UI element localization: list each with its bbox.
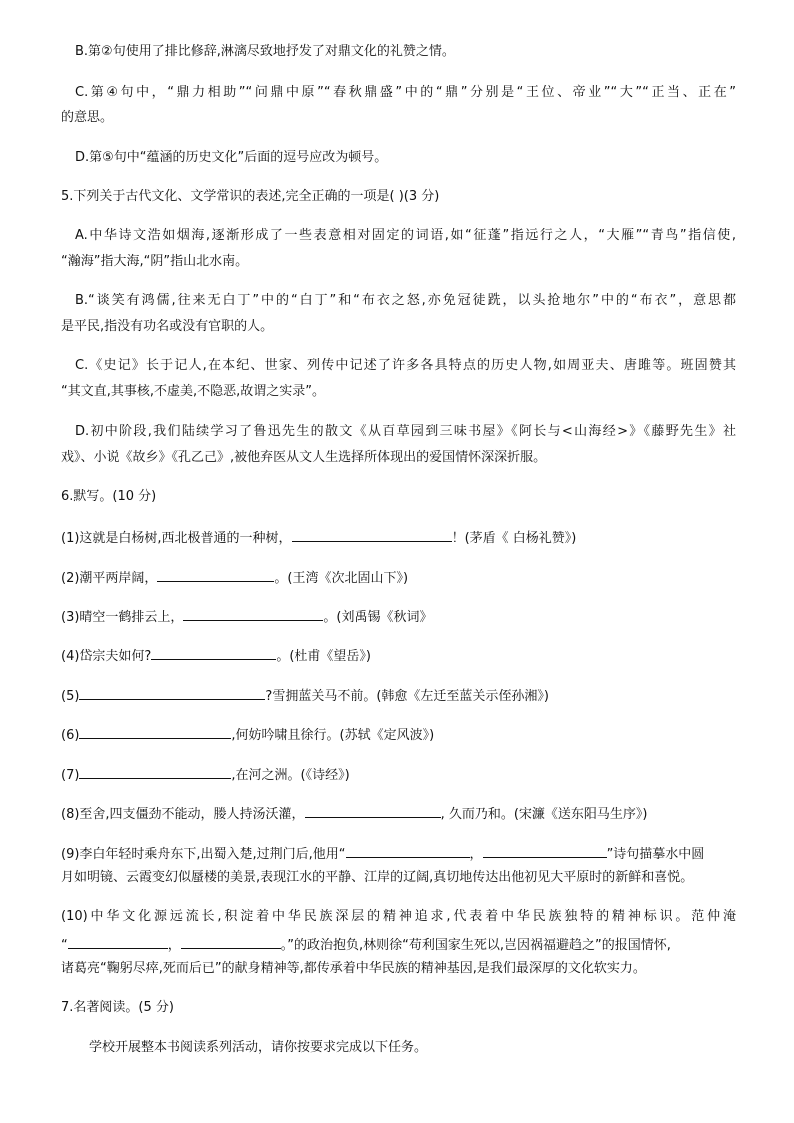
dictation-9-blank-2[interactable] (483, 843, 607, 858)
question-7-stem: 7.名著阅读。(5 分) (61, 1000, 174, 1015)
q5-option-c-line1: C.《史记》长于记人,在本纪、世家、列传中记述了许多各具特点的历史人物,如周亚夫、唐雎等。班固赞其 (75, 358, 736, 373)
dictation-7-source: ,在河之洲。(《诗经》) (231, 768, 350, 783)
dictation-6 (61, 724, 434, 745)
question-5-stem: 5.下列关于古代文化、文学常识的表述,完全正确的一项是( )(3 分) (61, 189, 440, 204)
q5-option-a-line1: A.中华诗文浩如烟海,逐渐形成了一些表意相对固定的词语,如“征蓬”指远行之人，“大雁”“青鸟”指信使, (75, 228, 736, 243)
option-d: D.第⑤句中“蕴涵的历史文化”后面的逗号应改为顿号。 (75, 150, 388, 165)
dictation-10-line3: 诸葛亮“鞠躬尽瘁,死而后已”的献身精神等,都传承着中华民族的精神基因,是我们最深厚的文化软实力。 (61, 961, 646, 976)
dictation-9-cont: ”诗句描摹水中圆 (606, 847, 705, 862)
dictation-10-open-quote: “ (61, 938, 68, 953)
dictation-10-blank-1[interactable] (68, 934, 168, 949)
dictation-4-blank[interactable] (151, 645, 276, 660)
dictation-10-line2 (61, 934, 671, 955)
option-c-line1: C.第④句中，“鼎力相助”“问鼎中原”“春秋鼎盛”中的“鼎”分别是“王位、帝业”“大”“正当、正在” (75, 85, 736, 100)
dictation-5-number: (5) (61, 689, 80, 704)
dictation-8-blank[interactable] (305, 803, 441, 818)
dictation-4-source: 。(杜甫《望岳》) (276, 649, 371, 664)
dictation-1-source: ！(茅盾《 白杨礼赞》) (451, 531, 577, 546)
dictation-2 (61, 567, 408, 588)
dictation-5-source: ?雪拥蓝关马不前。(韩愈《左迁至蓝关示侄孙湘》) (265, 689, 549, 704)
dictation-3-prompt: (3)晴空一鹤排云上， (61, 610, 184, 625)
dictation-7 (61, 764, 350, 785)
dictation-2-blank[interactable] (157, 567, 274, 582)
dictation-9-line2: 月如明镜、云霞变幻似蜃楼的美景,表现江水的平静、江岸的辽阔,真切地传达出他初见大平原时的新鲜和喜悦。 (61, 870, 694, 885)
dictation-7-blank[interactable] (79, 764, 231, 779)
dictation-2-source: 。(王湾《次北固山下》) (274, 571, 409, 586)
q5-option-a-line2: “瀚海”指大海,“阴”指山北水南。 (61, 254, 249, 269)
dictation-9-blank-1[interactable] (346, 843, 470, 858)
dictation-1-prompt: (1)这就是白杨树,西北极普通的一种树， (61, 531, 292, 546)
dictation-8-prompt: (8)至舍,四支僵劲不能动，媵人持汤沃灌， (61, 807, 305, 822)
dictation-1 (61, 527, 576, 548)
dictation-6-source: ,何妨吟啸且徐行。(苏轼《定风波》) (231, 728, 435, 743)
dictation-3-source: 。(刘禹锡《秋词》 (323, 610, 433, 625)
dictation-3-blank[interactable] (183, 606, 323, 621)
dictation-9-prompt: (9)李白年轻时乘舟东下,出蜀入楚,过荆门后,他用“ (61, 847, 346, 862)
q5-option-d-line2: 戏》、小说《故乡》《孔乙己》,被他弃医从文人生选择所体现出的爱国情怀深深折服。 (61, 450, 547, 465)
dictation-9-line1 (61, 843, 704, 864)
dictation-6-number: (6) (61, 728, 80, 743)
q5-option-c-line2: “其文直,其事核,不虚美,不隐恶,故谓之实录”。 (61, 384, 325, 399)
q5-option-d-line1: D.初中阶段,我们陆续学习了鲁迅先生的散文《从百草园到三味书屋》《阿长与<山海经>》《藤野先生》社 (75, 424, 736, 439)
dictation-10-comma: ， (167, 938, 181, 953)
dictation-6-blank[interactable] (79, 724, 231, 739)
dictation-8 (61, 803, 647, 824)
dictation-7-number: (7) (61, 768, 80, 783)
q5-option-b-line2: 是平民,指没有功名或没有官职的人。 (61, 319, 274, 334)
dictation-3 (61, 606, 433, 627)
q5-option-b-line1: B.“谈笑有鸿儒,往来无白丁”中的“白丁”和“布衣之怒,亦免冠徒跣，以头抢地尔”中的“布衣”，意思都 (75, 293, 736, 308)
dictation-1-blank[interactable] (292, 527, 452, 542)
question-6-stem: 6.默写。(10 分) (61, 489, 157, 504)
dictation-5-blank[interactable] (79, 685, 265, 700)
dictation-10-line1: (10)中华文化源远流长,积淀着中华民族深层的精神追求,代表着中华民族独特的精神标识。范仲淹 (61, 909, 736, 924)
dictation-9-comma: ， (469, 847, 483, 862)
dictation-2-prompt: (2)潮平两岸阔， (61, 571, 158, 586)
dictation-5 (61, 685, 549, 706)
dictation-10-blank-2[interactable] (181, 934, 281, 949)
dictation-4 (61, 645, 371, 666)
option-c-line2: 的意思。 (61, 110, 114, 125)
dictation-8-source: , 久而乃和。(宋濂《送东阳马生序》) (440, 807, 648, 822)
dictation-10-cont: 。”的政治抱负,林则徐“苟利国家生死以,岂因祸福避趋之”的报国情怀, (280, 938, 671, 953)
option-b: B.第②句使用了排比修辞,淋漓尽致地抒发了对鼎文化的礼赞之情。 (75, 44, 455, 59)
dictation-4-prompt: (4)岱宗夫如何? (61, 649, 152, 664)
question-7-intro: 学校开展整本书阅读系列活动，请你按要求完成以下任务。 (89, 1040, 428, 1055)
